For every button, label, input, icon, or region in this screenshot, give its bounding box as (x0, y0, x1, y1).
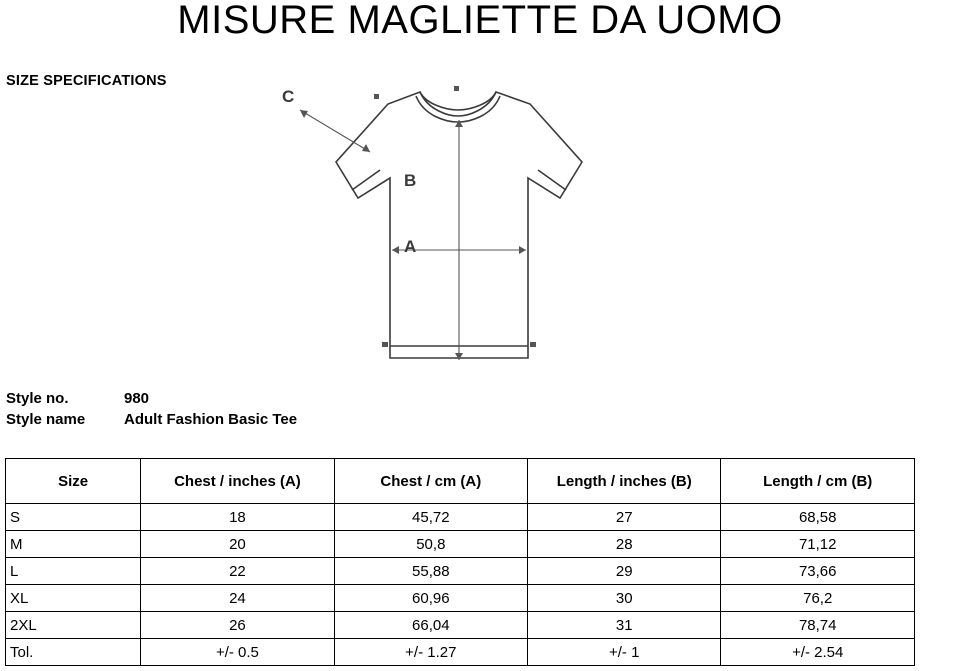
cell-length-cm: +/- 2.54 (721, 639, 915, 666)
cell-length-cm: 68,58 (721, 504, 915, 531)
table-row (6, 504, 915, 531)
cell-length-cm: 76,2 (721, 585, 915, 612)
style-name-value: Adult Fashion Basic Tee (124, 411, 298, 428)
table-row (6, 585, 915, 612)
size-table (5, 458, 915, 666)
cell-size: XL (6, 585, 141, 612)
cell-length-inches: 29 (527, 558, 720, 585)
diagram-label-c: C (282, 87, 295, 106)
cell-size: 2XL (6, 612, 141, 639)
page-title: MISURE MAGLIETTE DA UOMO (177, 0, 783, 42)
cell-chest-cm: 45,72 (334, 504, 527, 531)
cell-length-cm: 73,66 (721, 558, 915, 585)
table-row (6, 531, 915, 558)
col-header-chest-inches: Chest / inches (A) (141, 459, 334, 504)
t-shirt-measurement-diagram (230, 70, 630, 380)
style-name-row (6, 411, 297, 432)
cell-length-inches: 31 (527, 612, 720, 639)
cell-chest-cm: 55,88 (334, 558, 527, 585)
cell-chest-inches: 26 (141, 612, 334, 639)
cell-chest-inches: 18 (141, 504, 334, 531)
cell-chest-inches: 22 (141, 558, 334, 585)
cell-size: M (6, 531, 141, 558)
cell-chest-inches: 20 (141, 531, 334, 558)
cell-length-inches: +/- 1 (527, 639, 720, 666)
cell-chest-cm: +/- 1.27 (334, 639, 527, 666)
cell-chest-cm: 66,04 (334, 612, 527, 639)
cell-length-inches: 27 (527, 504, 720, 531)
table-row (6, 612, 915, 639)
style-name-label: Style name (6, 411, 86, 428)
table-row (6, 639, 915, 666)
cell-length-inches: 30 (527, 585, 720, 612)
style-no-row (6, 390, 297, 411)
col-header-chest-cm: Chest / cm (A) (334, 459, 527, 504)
col-header-size: Size (6, 459, 141, 504)
cell-chest-inches: 24 (141, 585, 334, 612)
size-specifications-label: SIZE SPECIFICATIONS (6, 73, 167, 89)
diagram-label-a: A (404, 237, 417, 256)
table-row (6, 558, 915, 585)
style-no-value: 980 (124, 390, 150, 407)
cell-chest-inches: +/- 0.5 (141, 639, 334, 666)
cell-size: S (6, 504, 141, 531)
cell-length-inches: 28 (527, 531, 720, 558)
cell-length-cm: 78,74 (721, 612, 915, 639)
diagram-label-b: B (404, 171, 417, 190)
style-info (6, 390, 297, 432)
col-header-length-cm: Length / cm (B) (721, 459, 915, 504)
table-header-row (6, 459, 915, 504)
cell-chest-cm: 60,96 (334, 585, 527, 612)
col-header-length-inches: Length / inches (B) (527, 459, 720, 504)
cell-size: L (6, 558, 141, 585)
cell-length-cm: 71,12 (721, 531, 915, 558)
style-no-label: Style no. (6, 390, 69, 407)
cell-chest-cm: 50,8 (334, 531, 527, 558)
cell-size: Tol. (6, 639, 141, 666)
